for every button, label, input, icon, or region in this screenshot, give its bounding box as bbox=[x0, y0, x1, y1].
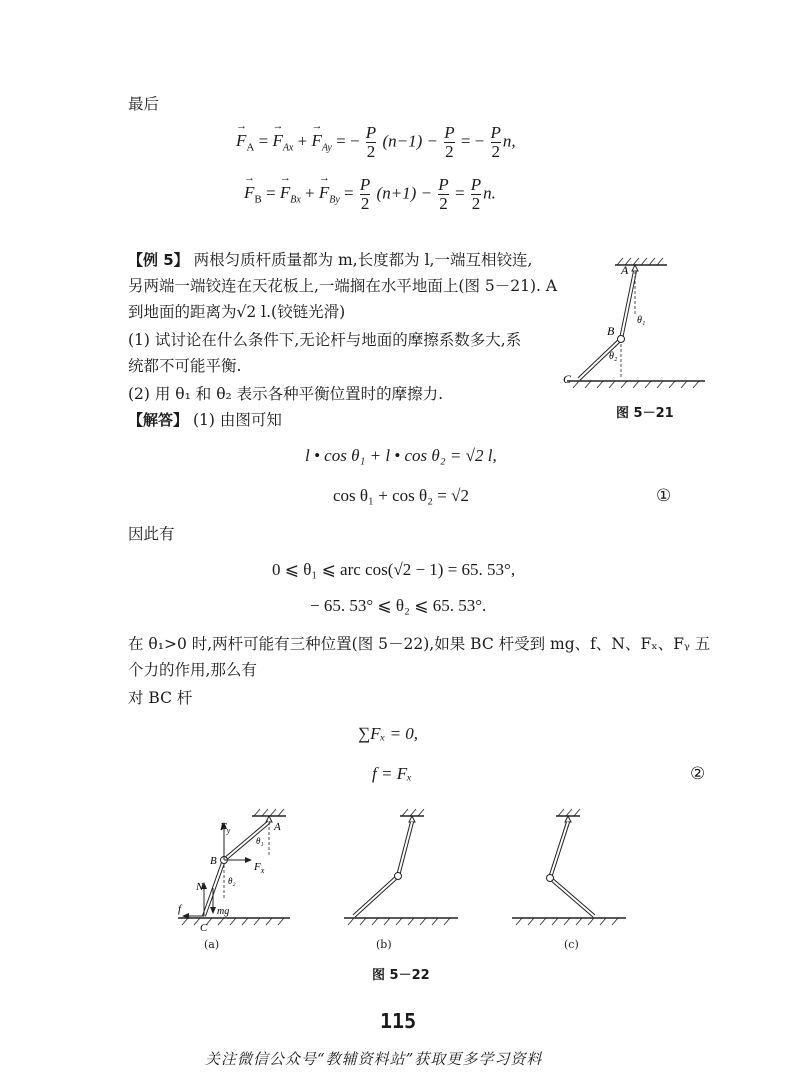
fig22-label-b: B bbox=[210, 855, 217, 867]
figure-5-22c-label: (c) bbox=[564, 938, 579, 951]
question-1a: (1) 试讨论在什么条件下,无论杆与地面的摩擦系数多大,系 bbox=[128, 331, 522, 349]
figure-5-21-diagram bbox=[555, 255, 725, 395]
figure-5-21-caption: 图 5－21 bbox=[616, 406, 674, 421]
fig22-label-fy: $F_y$ bbox=[220, 821, 231, 835]
fig22-label-theta2: θ₂ bbox=[228, 876, 236, 886]
answer-line: 【解答】 (1) 由图可知 bbox=[128, 411, 282, 429]
figure-5-22c-diagram bbox=[508, 808, 638, 926]
figure-5-22-caption: 图 5－22 bbox=[372, 968, 430, 983]
fig22-label-a: A bbox=[274, 821, 281, 833]
figure-5-22b-label: (b) bbox=[376, 938, 392, 951]
figure-5-22a-label: (a) bbox=[204, 938, 220, 951]
figure-5-22b-diagram bbox=[340, 808, 470, 926]
equation-cos-sum: cos θ₁ + cos θ₂ = √2 bbox=[333, 486, 469, 505]
figure-5-22a-diagram bbox=[170, 808, 300, 938]
fig22-label-theta1: θ₁ bbox=[256, 836, 264, 846]
example-label: 【例 5】 bbox=[128, 251, 189, 269]
footer-notice: 关注微信公众号“教辅资料站”获取更多学习资料 bbox=[205, 1050, 543, 1068]
therefore-text: 因此有 bbox=[128, 525, 175, 543]
fig21-label-theta2: θ₂ bbox=[609, 351, 618, 362]
question-1b: 统都不可能平衡. bbox=[128, 357, 242, 375]
fig21-label-b: B bbox=[607, 324, 615, 338]
fig22-label-n: N bbox=[196, 881, 204, 893]
equation-number-2: ② bbox=[690, 764, 706, 784]
equation-force-a: → $F_A$ = → $F_{Ax}$ + → $F_{Ay}$ = − $\frac{P}{2}$ (n−1) − $\frac{P}{2}$ = − $\frac{P}{2}$ n, bbox=[236, 124, 516, 161]
equation-length-sum: l • cos θ₁ + l • cos θ₂ = √2 l, bbox=[305, 446, 497, 465]
fig21-label-c: C bbox=[563, 372, 572, 386]
equation-number-1: ① bbox=[656, 486, 672, 506]
example-line-3: 到地面的距离为√2 l.(铰链光滑) bbox=[128, 303, 346, 321]
inequality-theta1: 0 ⩽ θ₁ ⩽ arc cos(√2 − 1) = 65. 53°, bbox=[272, 560, 516, 579]
answer-label: 【解答】 bbox=[128, 411, 189, 429]
paragraph-line-1: 在 θ₁>0 时,两杆可能有三种位置(图 5－22),如果 BC 杆受到 mg、f、N、Fₓ、Fᵧ 五 bbox=[128, 635, 711, 653]
paragraph-line-2: 个力的作用,那么有 bbox=[128, 661, 257, 679]
equation-f-equals-fx: f = Fₓ bbox=[372, 764, 412, 783]
fig22-label-c: C bbox=[200, 922, 208, 934]
fig21-label-theta1: θ₁ bbox=[637, 315, 646, 326]
example-line-2: 另两端一端铰连在天花板上,一端搁在水平地面上(图 5－21). A bbox=[128, 277, 558, 295]
equation-force-b: → $F_B$ = → $F_{Bx}$ + → $F_{By}$ = $\frac{P}{2}$ (n+1) − $\frac{P}{2}$ = $\frac{P}{2}$ n. bbox=[244, 176, 496, 213]
example-line-1: 【例 5】 两根匀质杆质量都为 m,长度都为 l,一端互相铰连, bbox=[128, 251, 533, 269]
equation-sum-fx: ∑Fₓ = 0, bbox=[358, 724, 419, 743]
paragraph-line-3: 对 BC 杆 bbox=[128, 689, 193, 707]
fig22-label-fx: $F_x$ bbox=[254, 861, 265, 875]
inequality-theta2: − 65. 53° ⩽ θ₂ ⩽ 65. 53°. bbox=[310, 596, 487, 615]
fig21-label-a: A bbox=[621, 263, 629, 277]
fig22-label-f: f bbox=[178, 903, 182, 915]
intro-text: 最后 bbox=[128, 95, 160, 113]
question-2: (2) 用 θ₁ 和 θ₂ 表示各种平衡位置时的摩擦力. bbox=[128, 385, 444, 403]
page-number: 115 bbox=[380, 1009, 417, 1033]
fig22-label-mg: mg bbox=[217, 906, 230, 917]
